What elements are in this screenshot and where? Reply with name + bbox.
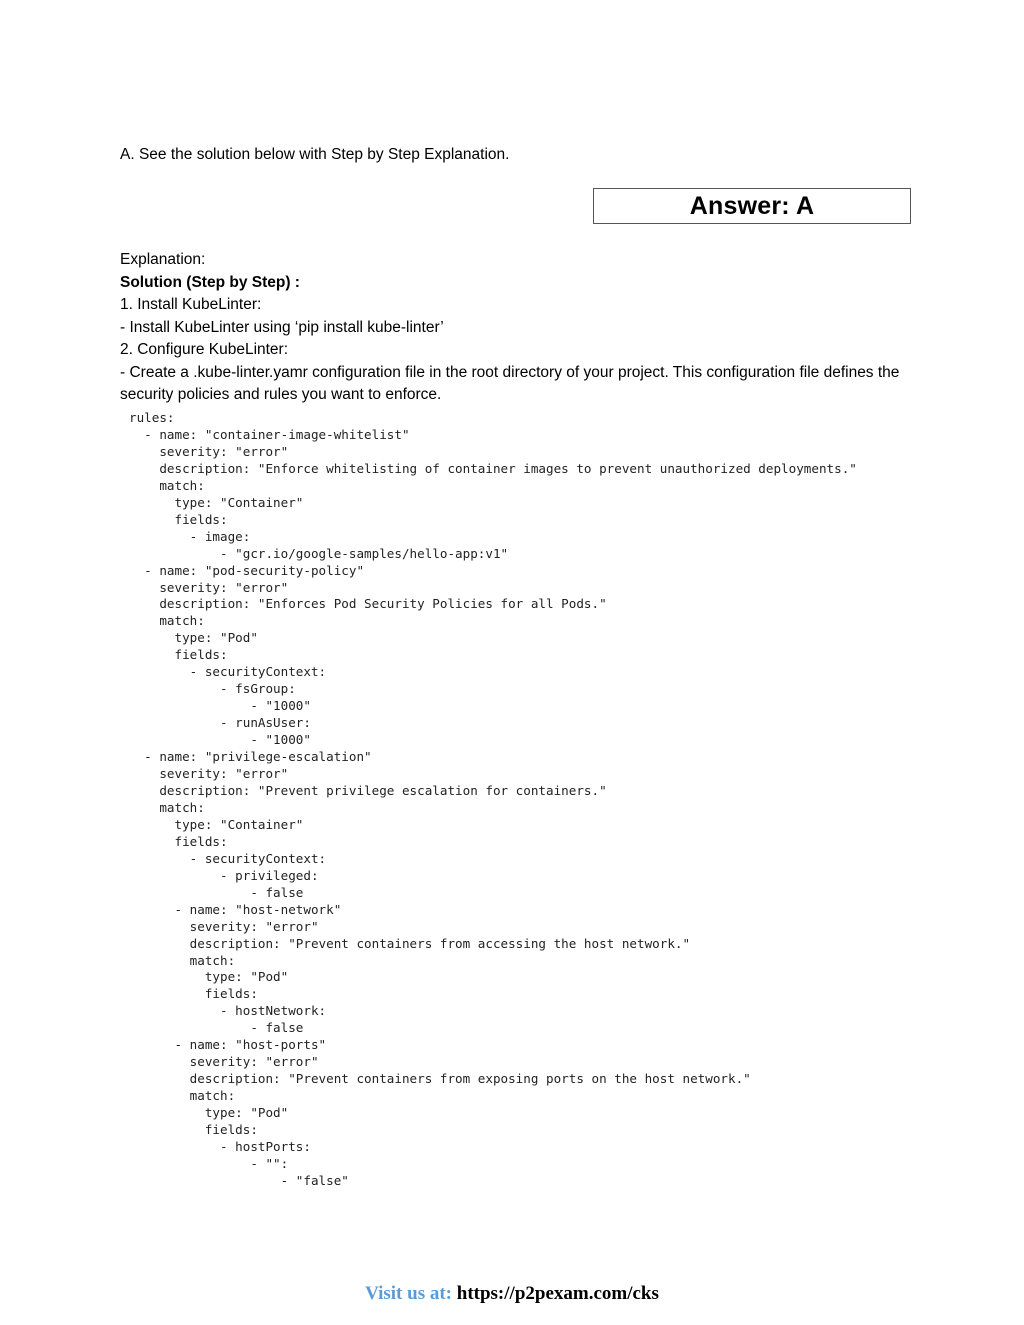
footer-label: Visit us at:: [365, 1283, 452, 1304]
answer-label: Answer: A: [689, 191, 815, 220]
explanation-heading: Explanation:: [120, 251, 206, 268]
step-2-detail: - Create a .kube-linter.yamr configuration file in the root directory of your project. This configuration file defines the security policies and rules you want to enforce.: [120, 363, 900, 403]
yaml-code-block: rules: - name: "container-image-whitelist" severity: "error" description: "Enforce whitelisting of container images to prevent unauthorized deployments." match: type: "Container" fields: - image: - "gcr.io/google-samples/hello-app:v1" - name: "pod-security-policy" severity: "error" description: "Enforces Pod Security Policies for all Pods." match: type: "Pod" fields: - securityContext: - fsGroup: - "1000" - runAsUser: - "1000" - name: "privilege-escalation" severity: "error" description: "Prevent privilege escalation for containers." match: type: "Container" fields: - securityContext: - privileged: - false - name: "host-network" severity: "error" description: "Prevent containers from accessing the host network." match: type: "Pod" fields: - hostNetwork: - false - name: "host-ports" severity: "error" description: "Prevent containers from exposing ports on the host network." match: type: "Pod" fields: - hostPorts: - "": - "false": [129, 410, 857, 1188]
solution-title: Solution (Step by Step) :: [120, 273, 300, 291]
step-1-title: 1. Install KubeLinter:: [120, 296, 262, 313]
step-1-detail: - Install KubeLinter using ‘pip install kube-linter’: [120, 318, 444, 336]
answer-option-a: A. See the solution below with Step by Step Explanation.: [120, 146, 510, 163]
explanation-section: [120, 249, 920, 407]
footer: [0, 1283, 1024, 1305]
step-2-title: 2. Configure KubeLinter:: [120, 341, 289, 358]
footer-link[interactable]: https://p2pexam.com/cks: [456, 1283, 659, 1304]
answer-box: [593, 188, 911, 224]
